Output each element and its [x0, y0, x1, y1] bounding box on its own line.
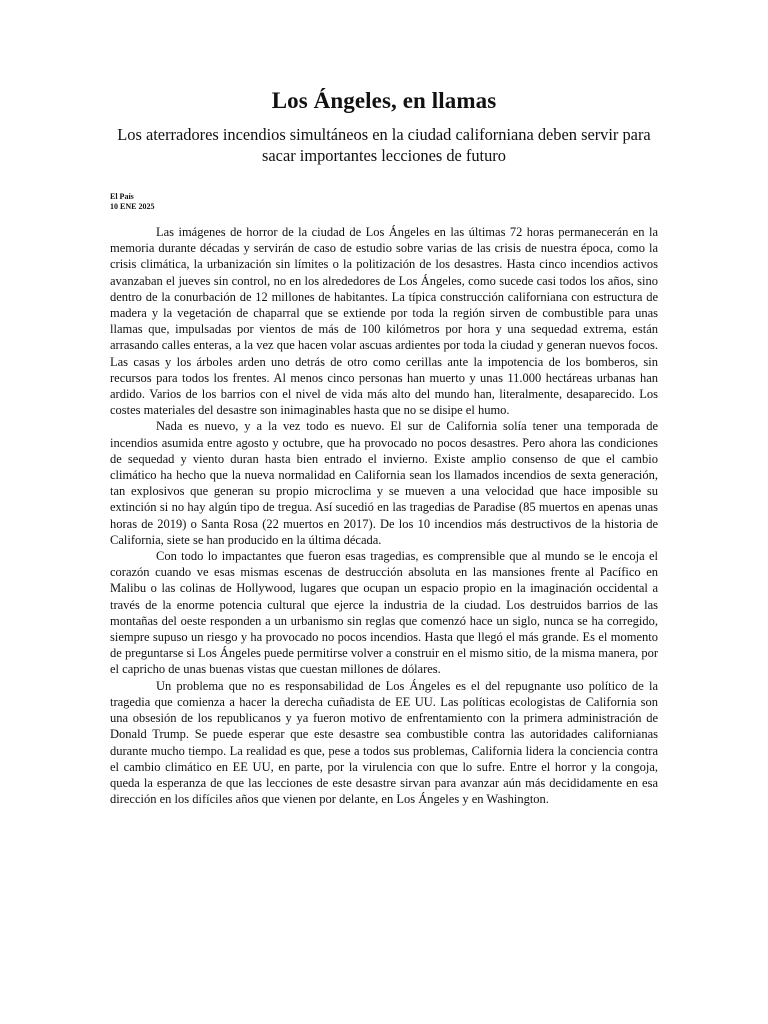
- article-date: 10 ENE 2025: [110, 202, 155, 211]
- body-paragraph: Con todo lo impactantes que fueron esas tragedias, es comprensible que al mundo se le encoja el corazón cuando ve esas mismas escenas de destrucción absoluta en las mansiones frente al Pacífico en Malibu o las colinas de Hollywood, lugares que ocupan un espacio propio en la imaginación occidental a través de la enorme potencia cultural que ejerce la industria de la ciudad. Los destruidos barrios de las montañas del oeste responden a un urbanismo sin reglas que comenzó hace un siglo, nunca se ha corregido, siempre supuso un riesgo y ha provocado no pocos incendios. Hasta que llegó el más grande. Es el momento de preguntarse si Los Ángeles puede permitirse volver a construir en el mismo sitio, de la misma manera, por el capricho de unas buenas vistas que cuestan millones de dólares.: [110, 549, 658, 677]
- body-paragraph: Las imágenes de horror de la ciudad de Los Ángeles en las últimas 72 horas permanecerán en la memoria durante décadas y servirán de caso de estudio sobre varias de las crisis de nuestra época, como la crisis climática, la urbanización sin límites o la politización de los desastres. Hasta cinco incendios activos avanzaban el jueves sin control, no en los alrededores de Los Ángeles, como sucede casi todos los años, sino dentro de la conurbación de 12 millones de habitantes. La típica construcción californiana con estructura de madera y la vegetación de chaparral que se extiende por toda la región sirven de combustible para unas llamas que, impulsadas por vientos de más de 100 kilómetros por hora y una sequedad extrema, están arrasando calles enteras, a la vez que hacen volar ascuas ardientes por toda la ciudad y generan nuevos focos. Las casas y los árboles arden uno detrás de otro como cerillas ante la impotencia de los bomberos, sin recursos para todos los frentes. Al menos cinco personas han muerto y unas 11.000 hectáreas urbanas han ardido. Varios de los barrios con el nivel de vida más alto del mundo han, literalmente, desaparecido. Los costes materiales del desastre son inimaginables hasta que no se disipe el humo.: [110, 225, 658, 418]
- article-subtitle: Los aterradores incendios simultáneos en la ciudad californiana deben servir para sacar importantes lecciones de futuro: [117, 125, 651, 165]
- article-source: El País: [110, 192, 134, 201]
- article-meta: [110, 192, 658, 212]
- article: [110, 86, 658, 807]
- body-paragraph: Nada es nuevo, y a la vez todo es nuevo. El sur de California solía tener una temporada de incendios asumida entre agosto y octubre, que ha provocado no pocos desastres. Pero ahora las condiciones de sequedad y viento duran hasta bien entrado el invierno. Existe amplio consenso de que el cambio climático ha hecho que la nueva normalidad en California sean los llamados incendios de sexta generación, tan explosivos que generan su propio microclima y se mueven a una velocidad que hace imposible su extinción si no hay algún tipo de tregua. Así sucedió en las tragedias de Paradise (85 muertos en apenas unas horas de 2019) o Santa Rosa (22 muertos en 2017). De los 10 incendios más destructivos de la historia de California, siete se han producido en la última década.: [110, 419, 658, 547]
- article-title: Los Ángeles, en llamas: [271, 88, 497, 113]
- article-body: [110, 224, 658, 807]
- body-paragraph: Un problema que no es responsabilidad de Los Ángeles es el del repugnante uso político de la tragedia que comienza a hacer la derecha cuñadista de EE UU. Las políticas ecologistas de California son una obsesión de los republicanos y ya fueron motivo de enfrentamiento con la primera administración de Donald Trump. Se puede esperar que este desastre sea combustible contra las autoridades californianas durante mucho tiempo. La realidad es que, pese a todos sus problemas, California lidera la conciencia contra el cambio climático en EE UU, en parte, por la virulencia con que lo sufre. Entre el horror y la congoja, queda la esperanza de que las lecciones de este desastre sirvan para avanzar aún más decididamente en esa dirección en los difíciles años que vienen por delante, en Los Ángeles y en Washington.: [110, 678, 658, 807]
